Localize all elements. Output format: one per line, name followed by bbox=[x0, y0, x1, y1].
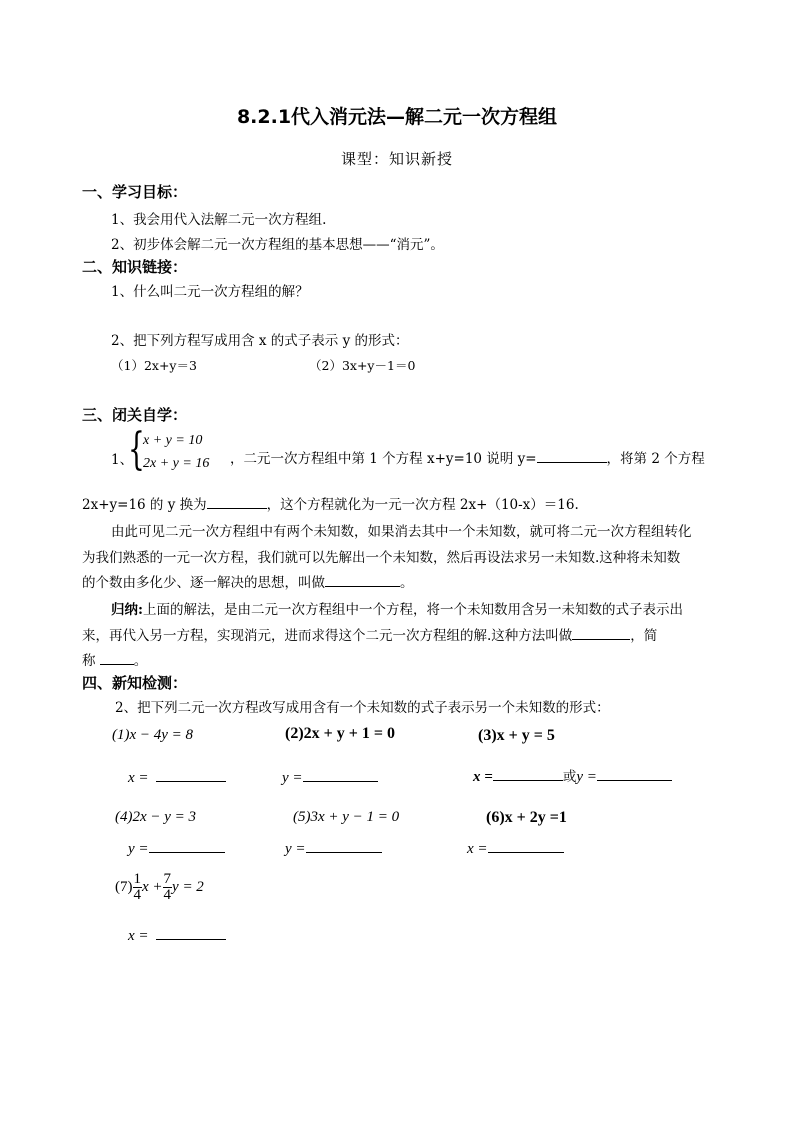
answer-blank[interactable] bbox=[149, 838, 225, 853]
answer-label: y = bbox=[128, 841, 149, 857]
instruction: 2、把下列二元一次方程改写成用含有一个未知数的式子表示另一个未知数的形式： bbox=[115, 700, 610, 716]
exercise-middle: x + bbox=[142, 878, 163, 895]
text-segment: 2x+y=16 的 y 换为 bbox=[82, 497, 207, 513]
text-segment: ，简 bbox=[630, 628, 658, 644]
exercise-equation: (6)x + 2y =1 bbox=[486, 809, 567, 826]
text-segment: 来，再代入另一方程，实现消元，进而求得这个二元一次方程组的解.这种方法叫做 bbox=[82, 628, 573, 644]
answer-blank[interactable] bbox=[100, 650, 134, 665]
exercise-equation: (3)x + y = 5 bbox=[478, 727, 555, 744]
exercise-equation: (5)3x + y − 1 = 0 bbox=[293, 809, 400, 825]
section-heading-self-study: 三、闭关自学： bbox=[82, 406, 188, 424]
text-line bbox=[82, 493, 579, 513]
fraction-numerator: 1 bbox=[133, 871, 141, 887]
answer-label: y = bbox=[285, 841, 306, 857]
exercise-equation: (4)2x − y = 3 bbox=[115, 809, 197, 825]
answer-blank[interactable] bbox=[572, 625, 630, 640]
summary-line bbox=[82, 649, 147, 669]
system-brace-icon: { bbox=[128, 424, 145, 475]
exercise-equation: (2)2x + y + 1 = 0 bbox=[285, 725, 396, 742]
exercise-prefix: (7) bbox=[115, 878, 133, 895]
answer-label: x = bbox=[473, 769, 493, 785]
answer-line bbox=[473, 765, 672, 786]
answer-blank[interactable] bbox=[537, 448, 607, 463]
text-line bbox=[230, 447, 705, 467]
answer-label: y = bbox=[576, 769, 597, 785]
answer-blank[interactable] bbox=[156, 925, 226, 940]
answer-line bbox=[128, 767, 226, 787]
text-segment: 称 bbox=[82, 653, 100, 669]
text-segment: ，这个方程就化为一元一次方程 2x+（10-x）＝16. bbox=[266, 497, 579, 513]
fraction bbox=[163, 872, 173, 903]
summary-label: 归纳: bbox=[111, 602, 143, 618]
paragraph-line: 为我们熟悉的一元一次方程，我们就可以先解出一个未知数，然后再设法求另一未知数.这种将未知数 bbox=[82, 550, 681, 566]
question-item: 1、什么叫二元一次方程组的解？ bbox=[111, 284, 309, 300]
answer-blank[interactable] bbox=[597, 766, 672, 781]
question-item: 2、把下列方程写成用含 x 的式子表示 y 的形式： bbox=[111, 333, 409, 349]
fraction-denominator: 4 bbox=[133, 887, 141, 903]
section-heading-knowledge-link: 二、知识链接： bbox=[82, 258, 188, 276]
answer-blank[interactable] bbox=[306, 838, 382, 853]
answer-line bbox=[128, 925, 226, 945]
answer-label: x = bbox=[128, 928, 149, 944]
exercise-equation bbox=[115, 872, 204, 903]
paragraph-line: 由此可见二元一次方程组中有两个未知数，如果消去其中一个未知数，就可将二元一次方程组转化 bbox=[111, 524, 692, 540]
fraction bbox=[133, 872, 143, 903]
fraction-numerator: 7 bbox=[163, 871, 172, 887]
answer-line bbox=[128, 838, 225, 858]
text-segment: 的个数由多化少、逐一解决的思想，叫做 bbox=[82, 575, 325, 591]
answer-blank[interactable] bbox=[325, 572, 400, 587]
answer-label: x = bbox=[128, 770, 149, 786]
summary-line bbox=[82, 624, 657, 644]
section-heading-check: 四、新知检测： bbox=[82, 674, 188, 692]
text-segment: ，二元一次方程组中第 1 个方程 x+y=10 说明 y= bbox=[230, 451, 537, 467]
text-segment: ，将第 2 个方程 bbox=[606, 451, 705, 467]
text-segment: 。 bbox=[133, 653, 148, 669]
page-title: 8.2.1代入消元法—解二元一次方程组 bbox=[236, 106, 558, 128]
answer-line bbox=[282, 767, 378, 787]
equation-item: （1）2x+y＝3 bbox=[111, 358, 197, 373]
system-equation: 2x + y = 16 bbox=[143, 456, 210, 471]
or-text: 或 bbox=[562, 769, 577, 785]
text-segment: 。 bbox=[400, 575, 414, 591]
answer-label: y = bbox=[282, 770, 303, 786]
text-segment: 上面的解法，是由二元一次方程组中一个方程，将一个未知数用含另一未知数的式子表示出 bbox=[142, 602, 683, 618]
answer-line bbox=[467, 838, 564, 858]
system-equation: x + y = 10 bbox=[143, 433, 203, 448]
answer-blank[interactable] bbox=[488, 838, 564, 853]
exercise-end: y = 2 bbox=[172, 878, 204, 895]
summary-line bbox=[111, 598, 683, 618]
answer-blank[interactable] bbox=[156, 767, 226, 782]
answer-blank[interactable] bbox=[493, 766, 563, 781]
goal-item: 2、初步体会解二元一次方程组的基本思想——“消元”。 bbox=[111, 237, 444, 253]
answer-line bbox=[285, 838, 382, 858]
exercise-equation: (1)x − 4y = 8 bbox=[112, 727, 194, 743]
section-heading-goals: 一、学习目标： bbox=[82, 183, 188, 201]
course-type: 课型：知识新授 bbox=[340, 150, 453, 168]
goal-item: 1、我会用代入法解二元一次方程组. bbox=[111, 212, 327, 228]
fraction-denominator: 4 bbox=[163, 887, 172, 903]
paragraph-line bbox=[82, 571, 414, 591]
answer-label: x = bbox=[467, 841, 488, 857]
answer-blank[interactable] bbox=[207, 494, 267, 509]
problem-number: 1、 bbox=[111, 452, 134, 468]
answer-blank[interactable] bbox=[303, 767, 378, 782]
equation-item: （2）3x+y－1＝0 bbox=[309, 358, 416, 373]
